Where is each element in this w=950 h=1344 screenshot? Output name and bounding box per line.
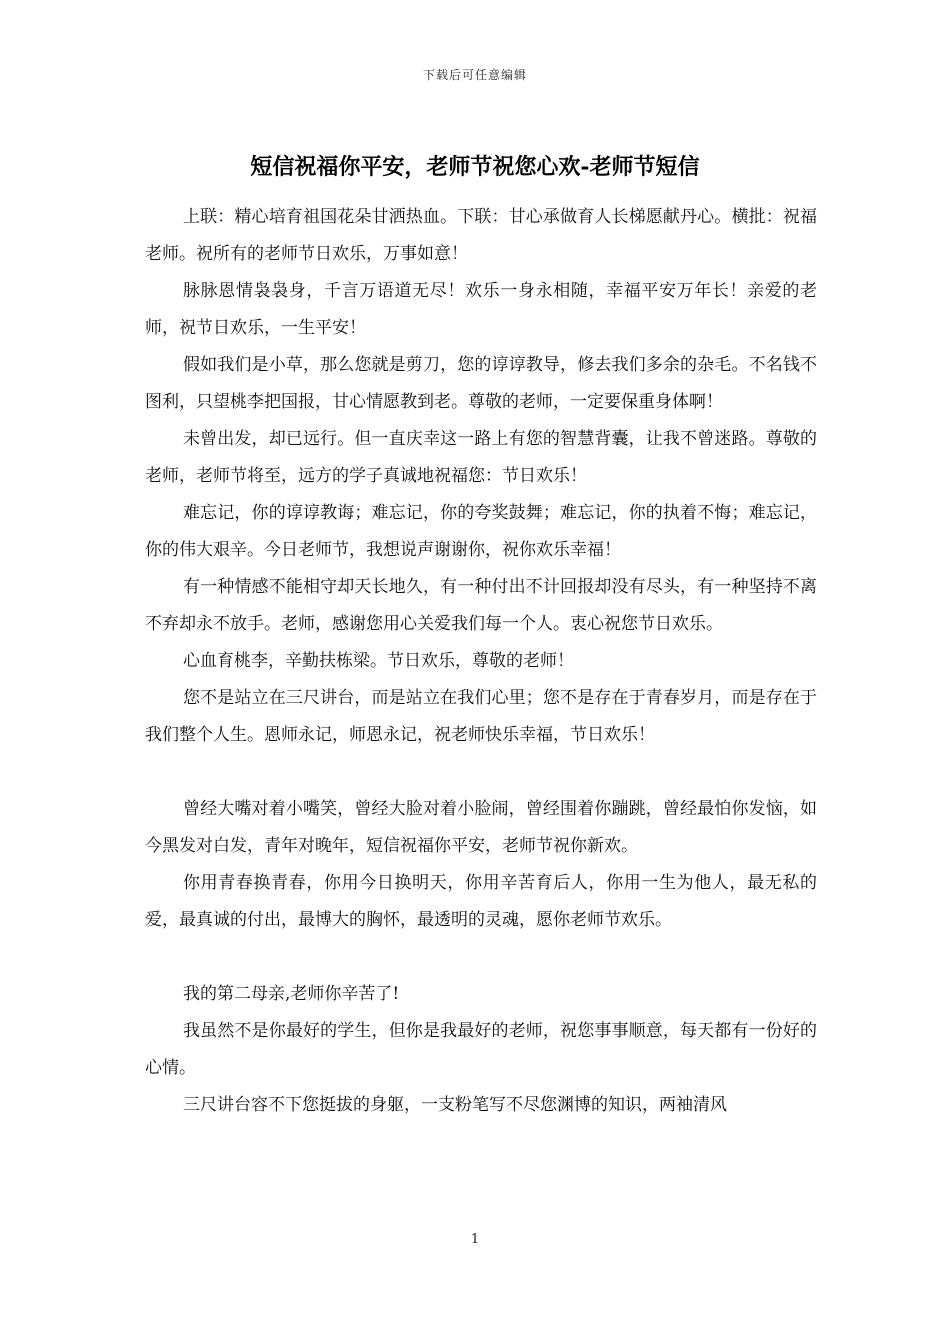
paragraph: 未曾出发，却已远行。但一直庆幸这一路上有您的智慧背囊，让我不曾迷路。尊敬的老师，老师节将至，远方的学子真诚地祝福您：节日欢乐！ — [145, 429, 817, 486]
paragraph: 心血育桃李，辛勤扶栋梁。节日欢乐，尊敬的老师！ — [183, 651, 574, 671]
paragraph: 假如我们是小草，那么您就是剪刀，您的谆谆教导，修去我们多余的杂毛。不名钱不图利，只望桃李把国报，甘心情愿教到老。尊敬的老师，一定要保重身体啊！ — [145, 355, 817, 412]
paragraph: 三尺讲台容不下您挺拔的身躯，一支粉笔写不尽您渊博的知识，两袖清风 — [183, 1095, 727, 1115]
document-title: 短信祝福你平安，老师节祝您心欢-老师节短信 — [250, 154, 700, 180]
paragraph: 脉脉恩情袅袅身，千言万语道无尽！欢乐一身永相随，幸福平安万年长！亲爱的老师，祝节日欢乐，一生平安！ — [145, 281, 817, 338]
paragraph: 我虽然不是你最好的学生，但你是我最好的老师，祝您事事顺意，每天都有一份好的心情。 — [145, 1021, 817, 1078]
blank-line — [145, 939, 817, 976]
document-body — [145, 199, 817, 1124]
paragraph: 你用青春换青春，你用今日换明天，你用辛苦育后人，你用一生为他人，最无私的爱，最真诚的付出，最博大的胸怀，最透明的灵魂，愿你老师节欢乐。 — [145, 873, 817, 930]
page-header-note: 下载后可任意编辑 — [422, 68, 527, 82]
paragraph: 曾经大嘴对着小嘴笑，曾经大脸对着小脸闹，曾经围着你蹦跳，曾经最怕你发恼，如今黑发对白发，青年对晚年，短信祝福你平安，老师节祝你新欢。 — [145, 799, 817, 856]
paragraph: 有一种情感不能相守却天长地久，有一种付出不计回报却没有尽头，有一种坚持不离不弃却永不放手。老师，感谢您用心关爱我们每一个人。衷心祝您节日欢乐。 — [145, 577, 817, 634]
paragraph: 上联：精心培育祖国花朵甘洒热血。下联：甘心承做育人长梯愿献丹心。横批：祝福老师。祝所有的老师节日欢乐，万事如意！ — [145, 207, 817, 264]
paragraph: 您不是站立在三尺讲台，而是站立在我们心里；您不是存在于青春岁月，而是存在于我们整个人生。恩师永记，师恩永记，祝老师快乐幸福，节日欢乐！ — [145, 688, 817, 745]
paragraph: 难忘记，你的谆谆教诲；难忘记，你的夸奖鼓舞；难忘记，你的执着不悔；难忘记，你的伟大艰辛。今日老师节，我想说声谢谢你，祝你欢乐幸福！ — [145, 503, 817, 560]
blank-line — [145, 754, 817, 791]
paragraph: 我的第二母亲,老师你辛苦了! — [183, 984, 400, 1004]
page-number: 1 — [470, 1232, 480, 1247]
